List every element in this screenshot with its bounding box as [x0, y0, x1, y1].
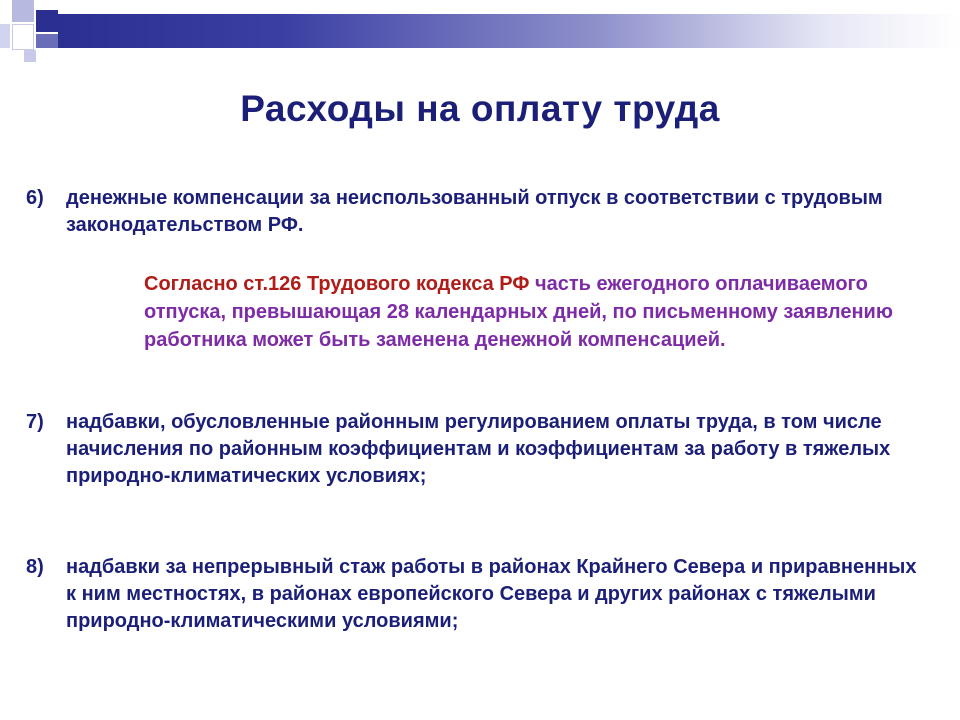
list-item-number: 7) — [26, 411, 44, 433]
list-item — [26, 409, 926, 490]
decor-square — [12, 24, 34, 50]
list-item — [26, 185, 926, 239]
decor-square — [36, 10, 58, 32]
note-reference: Согласно ст.126 Трудового кодекса РФ — [144, 273, 535, 295]
list-item-text: надбавки за непрерывный стаж работы в районах Крайнего Севера и приравненных к ним местностях, в районах европейского Севера и других районах с тяжелыми природно-климатическими условиями; — [66, 556, 917, 632]
list-item-number: 6) — [26, 187, 44, 209]
decor-square — [24, 50, 36, 62]
decor-square — [0, 24, 10, 48]
slide-title-text: Расходы на оплату труда — [240, 88, 720, 129]
decor-square — [36, 34, 58, 48]
slide-title — [0, 88, 920, 130]
list-item-text: надбавки, обусловленные районным регулированием оплаты труда, в том числе начисления по районным коэффициентам и коэффициентам за работу в тяжелых природно-климатических условиях; — [66, 411, 891, 487]
decor-square — [12, 0, 34, 22]
list-item-text: денежные компенсации за неиспользованный отпуск в соответствии с трудовым законодательством РФ. — [66, 187, 883, 236]
header-gradient-band — [58, 14, 960, 48]
list-item-number: 8) — [26, 556, 44, 578]
note-body: часть ежегодного оплачиваемого отпуска, превышающая 28 календарных дней, по письменному заявлению работника может быть заменена денежной компенсацией. — [144, 273, 893, 351]
labor-code-note — [144, 270, 904, 354]
list-item — [26, 554, 926, 635]
